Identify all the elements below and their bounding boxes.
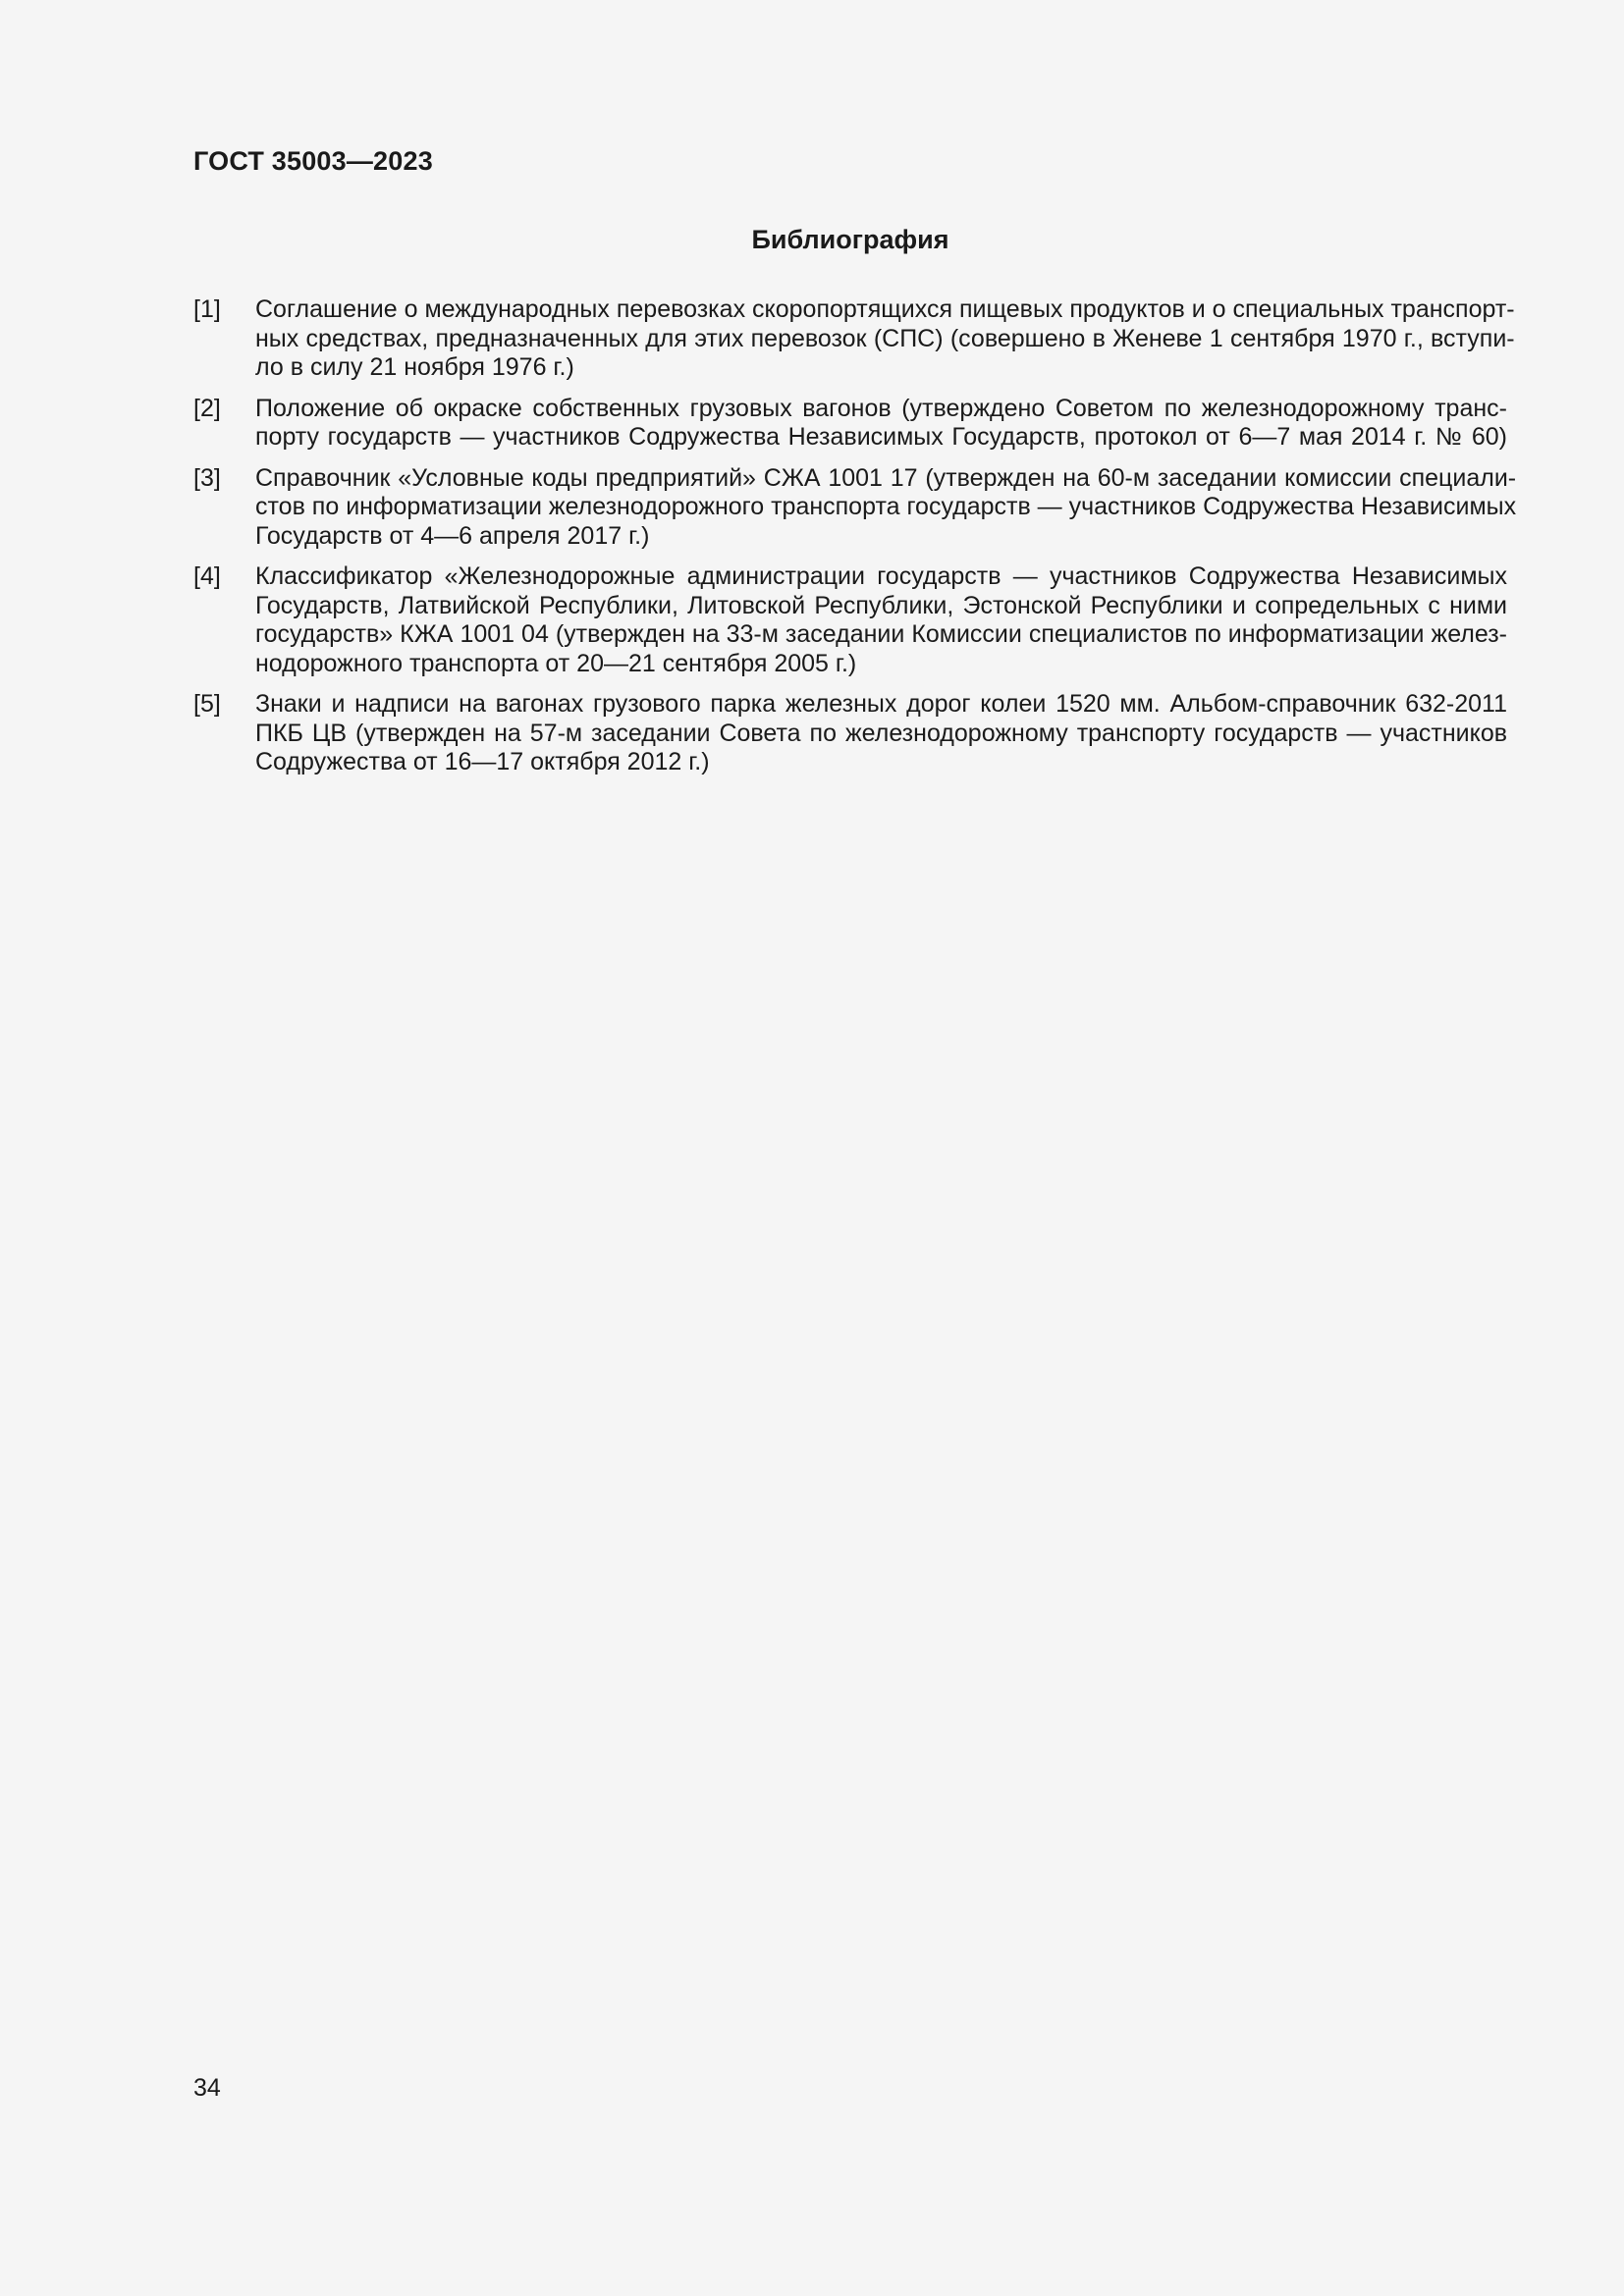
entry-line: государств» КЖА 1001 04 (утвержден на 33-м заседании Комиссии специалистов по информатизации желез- (255, 620, 1507, 648)
entry-number: [1] (193, 295, 221, 323)
entry-text (255, 562, 1507, 678)
page-number: 34 (193, 2074, 221, 2102)
entry-line: нодорожного транспорта от 20—21 сентября 2005 г.) (255, 649, 857, 677)
entry-text (255, 295, 1515, 383)
document-header: ГОСТ 35003—2023 (193, 146, 433, 176)
bibliography-list (193, 295, 1517, 789)
bibliography-entry (193, 690, 1507, 777)
section-title: Библиография (751, 225, 949, 254)
entry-text (255, 690, 1507, 777)
entry-number: [3] (193, 463, 221, 492)
entry-line: ло в силу 21 ноября 1976 г.) (255, 353, 574, 381)
entry-line: Справочник «Условные коды предприятий» СЖА 1001 17 (утвержден на 60-м заседании комиссии специали- (255, 463, 1517, 492)
entry-line: Государств от 4—6 апреля 2017 г.) (255, 521, 650, 550)
entry-line: Государств, Латвийской Республики, Литовской Республики, Эстонской Республики и сопредельных с ними (255, 591, 1507, 619)
entry-number: [5] (193, 690, 221, 718)
entry-number: [2] (193, 394, 221, 422)
entry-text (255, 395, 1507, 453)
entry-line: Положение об окраске собственных грузовых вагонов (утверждено Советом по железнодорожному транс- (255, 394, 1507, 422)
bibliography-entry (193, 463, 1517, 552)
bibliography-entry (193, 562, 1507, 678)
entry-number: [4] (193, 562, 221, 590)
entry-line: Классификатор «Железнодорожные администрации государств — участников Содружества Независимых (255, 562, 1507, 590)
bibliography-entry (193, 395, 1507, 453)
entry-line: порту государств — участников Содружества Независимых Государств, протокол от 6—7 мая 2014 г. № 60) (255, 423, 1507, 451)
entry-line: Содружества от 16—17 октября 2012 г.) (255, 748, 710, 775)
entry-line: Соглашение о международных перевозках скоропортящихся пищевых продуктов и о специальных транспорт- (255, 295, 1515, 323)
entry-line: стов по информатизации железнодорожного транспорта государств — участников Содружества Независимых (255, 493, 1517, 520)
entry-line: Знаки и надписи на вагонах грузового парка железных дорог колеи 1520 мм. Альбом-справочник 632-2011 (255, 690, 1507, 718)
entry-text (255, 464, 1516, 552)
entry-line: ПКБ ЦВ (утвержден на 57-м заседании Совета по железнодорожному транспорту государств — участников (255, 719, 1507, 747)
entry-line: ных средствах, предназначенных для этих перевозок (СПС) (совершено в Женеве 1 сентября 1970 г., вступи- (255, 324, 1515, 352)
bibliography-entry (193, 295, 1515, 383)
